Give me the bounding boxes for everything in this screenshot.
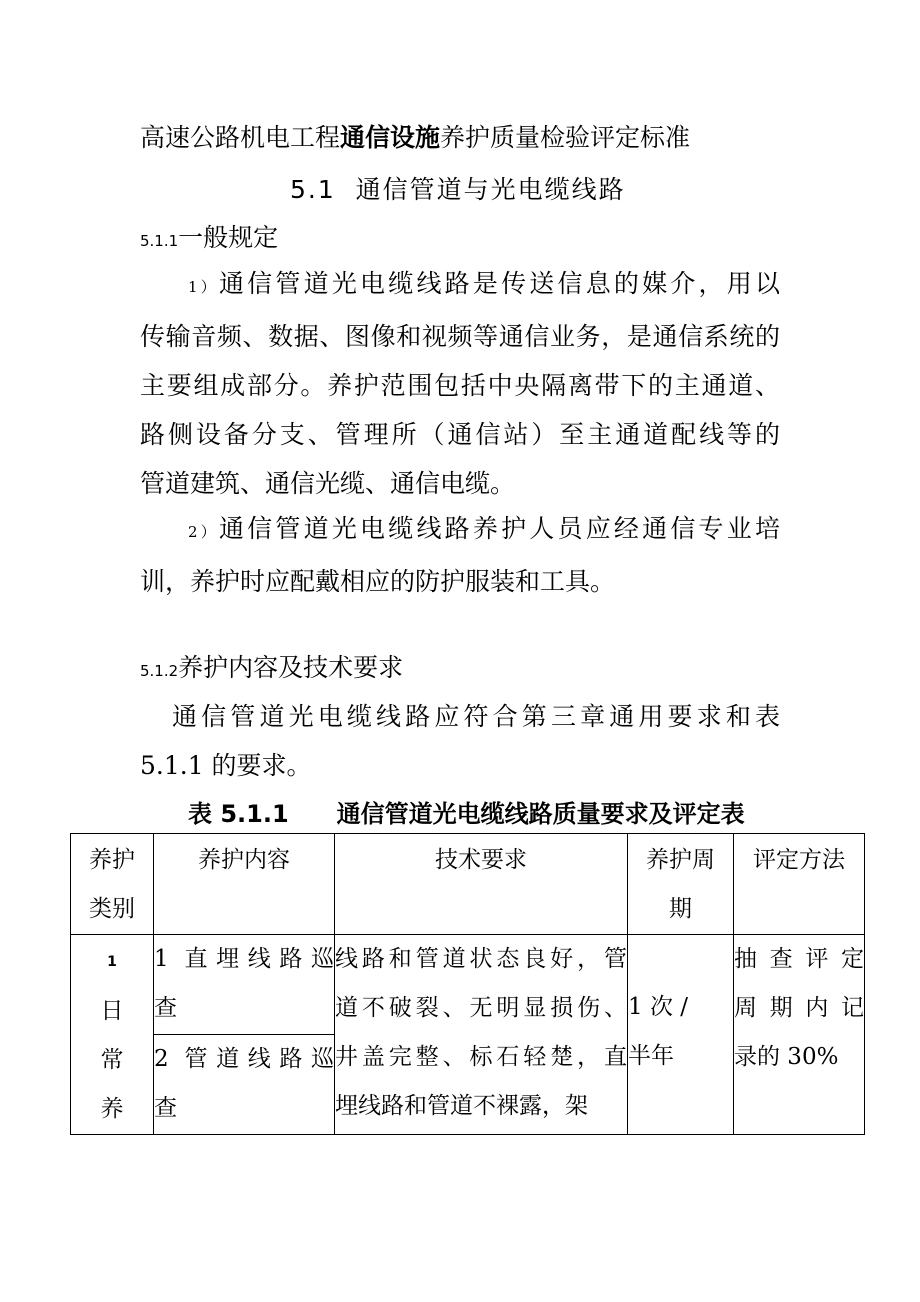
table-caption: 表 5.1.1 通信管道光电缆线路质量要求及评定表 [188,800,745,828]
quality-table [70,833,865,1135]
requirement-cell: 线路和管道状态良好，管 道不破裂、无明显损伤、 井盖完整、标石轻楚，直 埋线路和管道不裸露，架 [335,935,628,1135]
content-cell-1: 1 直埋线路巡 查 [154,935,335,1035]
table-row [71,935,865,1035]
general-rules-heading: 5.1.1一般规定 [140,223,279,252]
general-item-2: 2）通信管道光电缆线路养护人员应经通信专业培 训，养护时应配戴相应的防护服装和工具。 [140,514,780,596]
maintenance-heading: 5.1.2养护内容及技术要求 [140,653,404,682]
section-number: 5.1 [290,175,336,204]
period-cell: 1 次 / 半年 [628,935,734,1135]
section-heading [290,170,626,206]
header-content: 养护内容 [154,834,335,935]
header-method: 评定方法 [734,834,865,935]
header-period: 养护周 期 [628,834,734,935]
general-item-1: 1）通信管道光电缆线路是传送信息的媒介，用以 传输音频、数据、图像和视频等通信业务，是通信系统的 主要组成部分。养护范围包括中央隔离带下的主通道、 路侧设备分支、管理所（通信站）至主通道配线等的 管道建筑、通信光缆、通信电缆。 [140,269,780,498]
section-title: 通信管道与光电缆线路 [355,175,626,204]
method-cell: 抽查评定 周期内记 录的 30% [734,935,865,1135]
table-header-row [71,834,865,935]
header-requirement: 技术要求 [335,834,628,935]
maintenance-paragraph: 通信管道光电缆线路应符合第三章通用要求和表 5.1.1 的要求。 [140,702,780,780]
document-title: 高速公路机电工程通信设施养护质量检验评定标准 [140,123,691,152]
content-cell-2: 2 管道线路巡 查 [154,1035,335,1135]
header-category: 养护 类别 [71,834,154,935]
category-cell: 1 日 常 养 [71,935,154,1135]
